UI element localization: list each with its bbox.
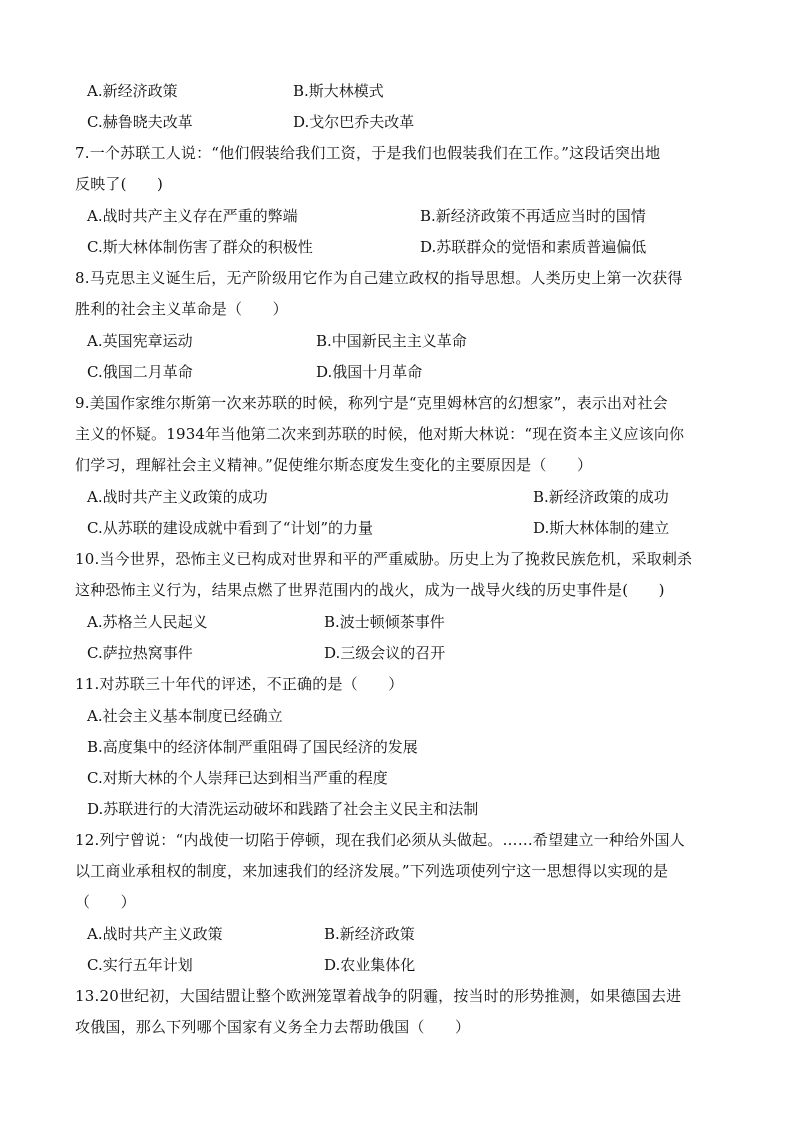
q6-option-c: C.赫鲁晓夫改革 [87, 113, 193, 131]
q8-option-a: A.英国宪章运动 [87, 332, 193, 350]
q9-option-a: A.战时共产主义政策的成功 [87, 488, 268, 506]
q9-option-d: D.斯大林体制的建立 [533, 519, 670, 537]
q12-option-b: B.新经济政策 [324, 925, 415, 943]
q7-option-b: B.新经济政策不再适应当时的国情 [420, 207, 646, 225]
q10-option-b: B.波士顿倾茶事件 [324, 613, 445, 631]
q12-option-c: C.实行五年计划 [87, 956, 193, 974]
q11-option-b: B.高度集中的经济体制严重阻碍了国民经济的发展 [87, 738, 418, 756]
q12-option-a: A.战时共产主义政策 [87, 925, 223, 943]
q11-option-d: D.苏联进行的大清洗运动破坏和践踏了社会主义民主和法制 [87, 800, 479, 818]
q10-option-a: A.苏格兰人民起义 [87, 613, 208, 631]
q13-stem-line1: 13.20世纪初，大国结盟让整个欧洲笼罩着战争的阴霾，按当时的形势推测，如果德国去进 [75, 987, 682, 1005]
q10-stem-line2: 这种恐怖主义行为，结果点燃了世界范围内的战火，成为一战导火线的历史事件是( ) [75, 581, 665, 599]
q12-stem-line2: 以工商业承租权的制度，来加速我们的经济发展。”下列选项使列宁这一思想得以实现的是 [75, 862, 669, 880]
q9-stem-line1: 9.美国作家维尔斯第一次来苏联的时候，称列宁是“克里姆林宫的幻想家”，表示出对社会 [75, 394, 668, 412]
q9-stem-line3: 们学习，理解社会主义精神。”促使维尔斯态度发生变化的主要原因是（ ） [75, 456, 593, 474]
q7-option-d: D.苏联群众的觉悟和素质普遍偏低 [420, 238, 647, 256]
q12-option-d: D.农业集体化 [324, 956, 416, 974]
q12-stem-line3: （ ） [75, 893, 136, 911]
q6-option-a: A.新经济政策 [87, 82, 178, 100]
q8-option-b: B.中国新民主主义革命 [316, 332, 467, 350]
q6-option-b: B.斯大林模式 [293, 82, 384, 100]
q11-option-a: A.社会主义基本制度已经确立 [87, 707, 283, 725]
q12-stem-line1: 12.列宁曾说：“内战使一切陷于停顿，现在我们必须从头做起。……希望建立一种给外国人 [75, 831, 685, 849]
q10-option-d: D.三级会议的召开 [324, 644, 446, 662]
q8-option-d: D.俄国十月革命 [316, 363, 423, 381]
q9-option-b: B.新经济政策的成功 [533, 488, 669, 506]
q13-stem-line2: 攻俄国，那么下列哪个国家有义务全力去帮助俄国（ ） [75, 1018, 471, 1036]
q8-stem-line1: 8.马克思主义诞生后，无产阶级用它作为自己建立政权的指导思想。人类历史上第一次获得 [75, 269, 683, 287]
q8-stem-line2: 胜利的社会主义革命是（ ） [75, 300, 288, 318]
q7-option-a: A.战时共产主义存在严重的弊端 [87, 207, 298, 225]
q9-option-c: C.从苏联的建设成就中看到了“计划”的力量 [87, 519, 374, 537]
q7-stem-line2: 反映了( ) [75, 175, 164, 193]
q11-option-c: C.对斯大林的个人崇拜已达到相当严重的程度 [87, 769, 388, 787]
q11-stem-line1: 11.对苏联三十年代的评述，不正确的是（ ） [75, 675, 404, 693]
q9-stem-line2: 主义的怀疑。1934年当他第二次来到苏联的时候，他对斯大林说：“现在资本主义应该向你 [75, 425, 685, 443]
q6-option-d: D.戈尔巴乔夫改革 [293, 113, 415, 131]
q10-option-c: C.萨拉热窝事件 [87, 644, 193, 662]
q7-stem-line1: 7.一个苏联工人说：“他们假装给我们工资，于是我们也假装我们在工作。”这段话突出地 [75, 144, 661, 162]
q7-option-c: C.斯大林体制伤害了群众的积极性 [87, 238, 313, 256]
q10-stem-line1: 10.当今世界，恐怖主义已构成对世界和平的严重威胁。历史上为了挽救民族危机，采取刺杀 [75, 550, 693, 568]
q8-option-c: C.俄国二月革命 [87, 363, 193, 381]
